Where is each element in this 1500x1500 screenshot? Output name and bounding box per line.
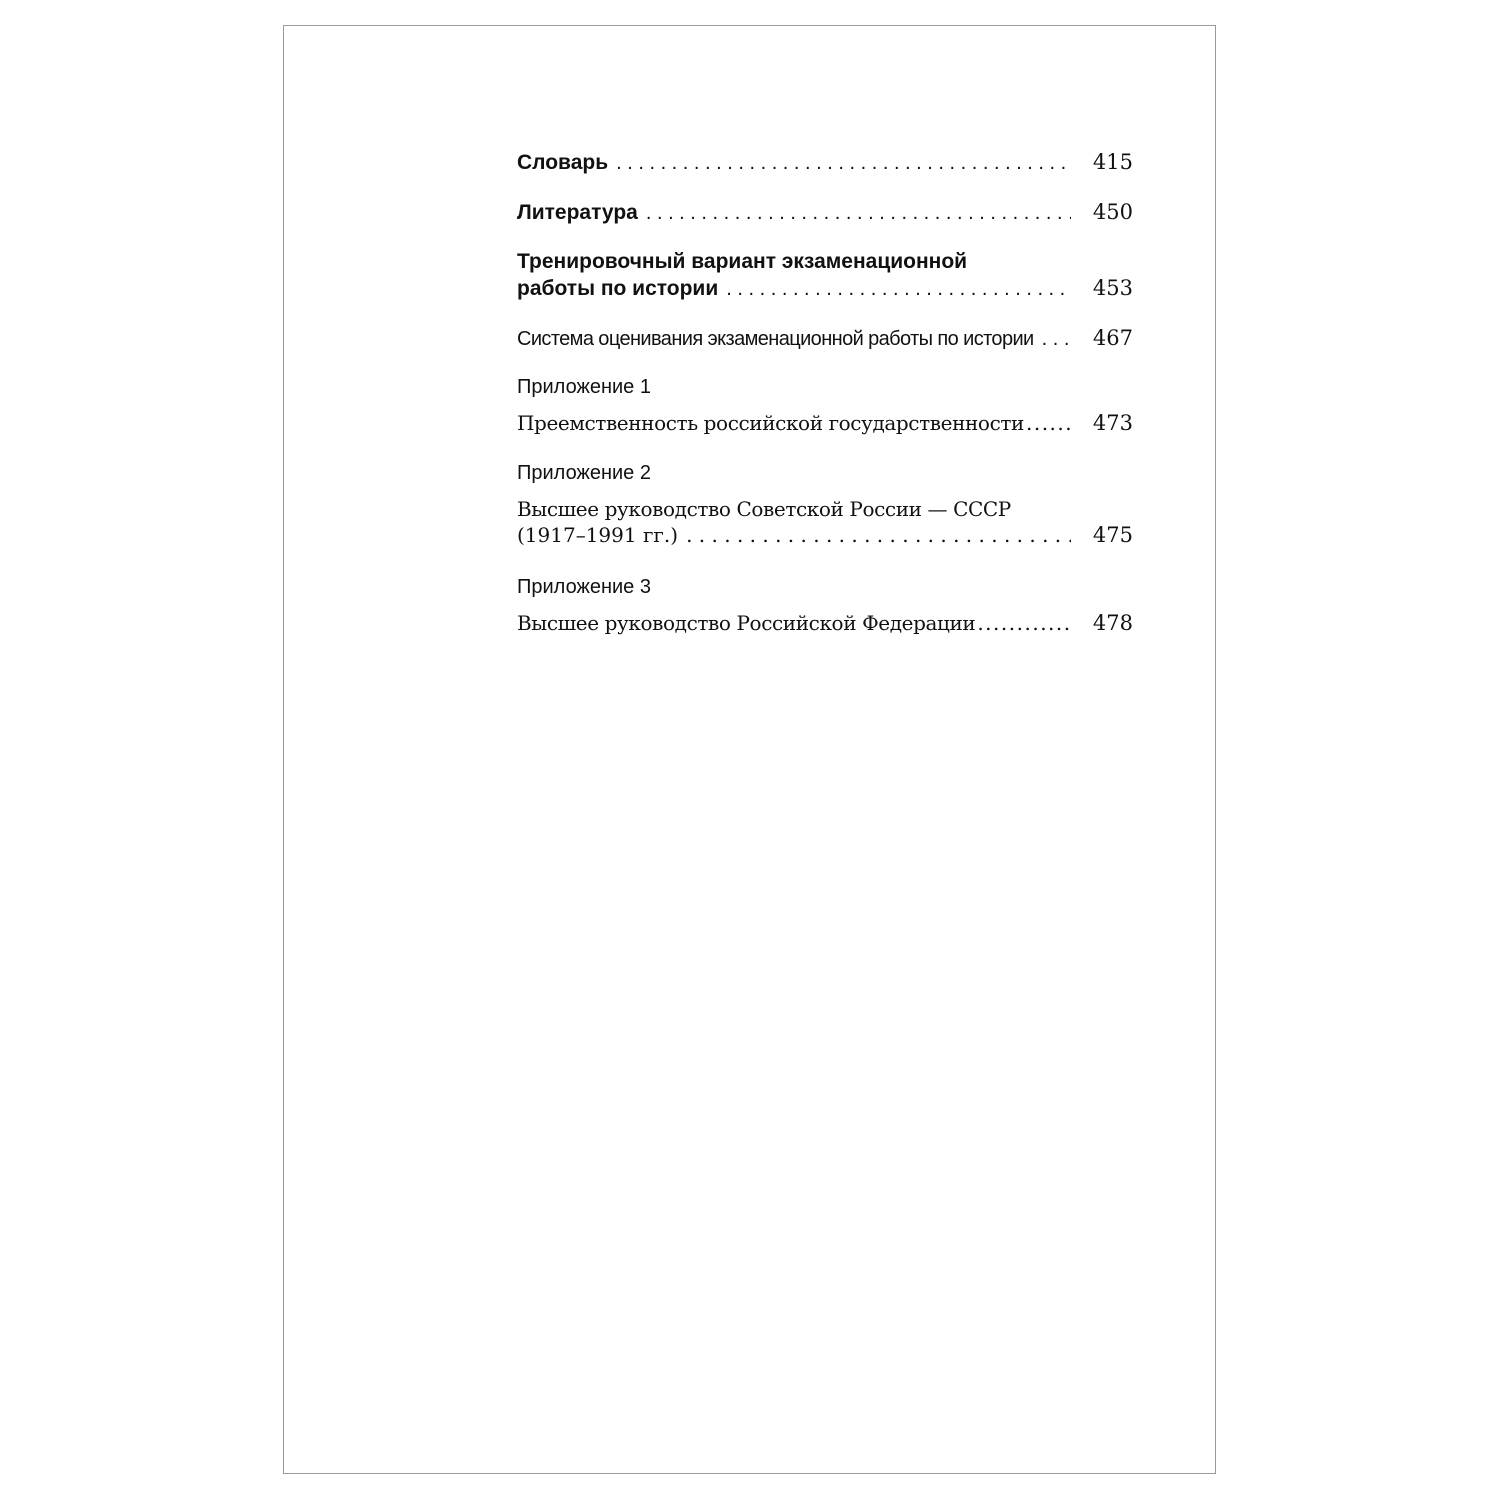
- toc-line: [517, 276, 1133, 301]
- toc-line: [517, 576, 1133, 599]
- toc-line: [517, 523, 1133, 547]
- toc-line: [517, 611, 1133, 635]
- dot-leader: [1042, 328, 1071, 351]
- toc-page-number: 450: [1092, 200, 1133, 224]
- toc-entry-title: Преемственность российской государственности: [517, 411, 1024, 435]
- dot-leader: [646, 202, 1071, 225]
- toc-line: [517, 250, 1133, 274]
- toc-entry-appendix-1: [517, 376, 1133, 435]
- appendix-label: Приложение 1: [517, 376, 651, 398]
- toc-entry-title: Высшее руководство Российской Федерации: [517, 611, 976, 635]
- toc-entry-grading-system: [517, 326, 1133, 351]
- toc-entry-appendix-3: [517, 576, 1133, 635]
- toc-entry-title: Литература: [517, 201, 638, 224]
- toc-entry-title-line1: Тренировочный вариант экзаменационной: [517, 250, 968, 273]
- toc-entry-title-line2: (1917–1991 гг.): [517, 523, 679, 547]
- appendix-label: Приложение 3: [517, 576, 651, 598]
- toc-entry-glossary: [517, 150, 1133, 175]
- dot-leader: [977, 611, 1071, 635]
- toc-line: [517, 326, 1133, 351]
- toc-page-number: 473: [1092, 411, 1133, 435]
- toc-entry-title-line1: Высшее руководство Советской России — СССР: [517, 497, 1011, 521]
- dot-leader: [616, 152, 1071, 175]
- toc-line: [517, 497, 1133, 521]
- toc-page-number: 415: [1092, 150, 1133, 174]
- toc-line: [517, 411, 1133, 435]
- dot-leader: [1026, 411, 1071, 435]
- toc-line: [517, 376, 1133, 399]
- toc-entry-practice-exam: [517, 250, 1133, 301]
- toc-line: [517, 200, 1133, 225]
- toc-page-number: 467: [1092, 326, 1133, 350]
- appendix-label: Приложение 2: [517, 462, 651, 484]
- toc-page-number: 475: [1092, 523, 1133, 547]
- toc-entry-appendix-2: [517, 462, 1133, 547]
- dot-leader: [726, 278, 1071, 301]
- toc-entry-title-line2: работы по истории: [517, 277, 719, 300]
- dot-leader: [686, 523, 1071, 547]
- book-page: [283, 25, 1216, 1474]
- toc-line: [517, 462, 1133, 485]
- toc-entry-literature: [517, 200, 1133, 225]
- toc-entry-title: Система оценивания экзаменационной работы по истории: [517, 328, 1034, 350]
- toc-entry-title: Словарь: [517, 151, 609, 174]
- toc-page-number: 453: [1092, 276, 1133, 300]
- toc-line: [517, 150, 1133, 175]
- toc-page-number: 478: [1092, 611, 1133, 635]
